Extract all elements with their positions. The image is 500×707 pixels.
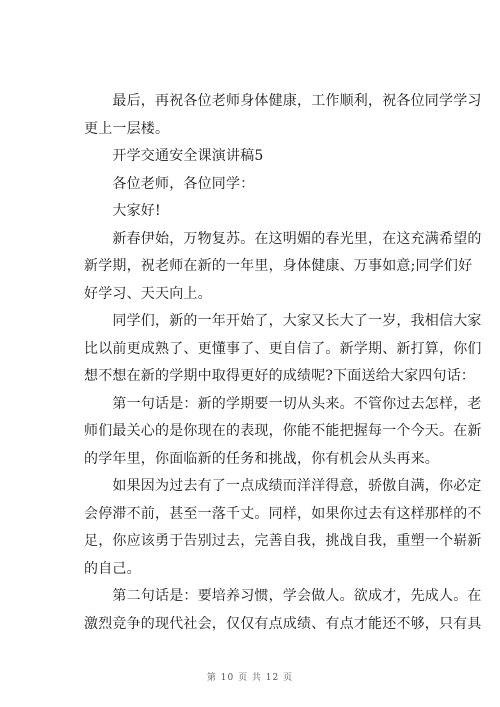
text-line: 好学习、天天向上。 <box>84 285 212 302</box>
text-line: 激烈竞争的现代社会，仅仅有点成绩、有点才能还不够，只有具 <box>84 615 482 632</box>
text-line: 会停滞不前，甚至一落千丈。同样，如果你过去有这样那样的不 <box>84 505 482 522</box>
text-line: 足，你应该勇于告别过去，完善自我，挑战自我，重塑一个崭新 <box>84 533 482 549</box>
text-line: 的学年里，你面临新的任务和挑战，你有机会从头再来。 <box>84 450 439 467</box>
body-text <box>84 88 482 638</box>
greeting: 大家好! <box>84 203 161 219</box>
text-line: 如果因为过去有了一点成绩而洋洋得意，骄傲自满，你必定 <box>84 478 482 494</box>
text-line: 新学期，祝老师在新的一年里，身体健康、万事如意;同学们好 <box>84 258 473 274</box>
text-line: 想不想在新的学期中取得更好的成绩呢?下面送给大家四句话： <box>84 368 476 384</box>
text-line: 更上一层楼。 <box>84 120 170 137</box>
text-line: 的自己。 <box>84 560 141 577</box>
salutation: 各位老师，各位同学： <box>84 175 255 192</box>
text-line: 同学们，新的一年开始了，大家又长大了一岁，我相信大家 <box>84 313 482 329</box>
text-line: 新春伊始，万物复苏。在这明媚的春光里，在这充满希望的 <box>84 230 482 247</box>
section-title: 开学交通安全课演讲稿5 <box>84 148 264 164</box>
text-line: 第二句话是：要培养习惯，学会做人。欲成才，先成人。在 <box>84 588 482 604</box>
text-line: 最后，再祝各位老师身体健康，工作顺利，祝各位同学学习 <box>84 93 482 109</box>
text-line: 师们最关心的是你现在的表现，你能不能把握每一个今天。在新 <box>84 423 482 439</box>
page-number-footer: 第 10 页 共 12 页 <box>206 673 294 683</box>
text-line: 比以前更成熟了、更懂事了、更自信了。新学期、新打算，你们 <box>84 340 482 357</box>
text-line: 第一句话是：新的学期要一切从头来。不管你过去怎样，老 <box>84 395 482 412</box>
